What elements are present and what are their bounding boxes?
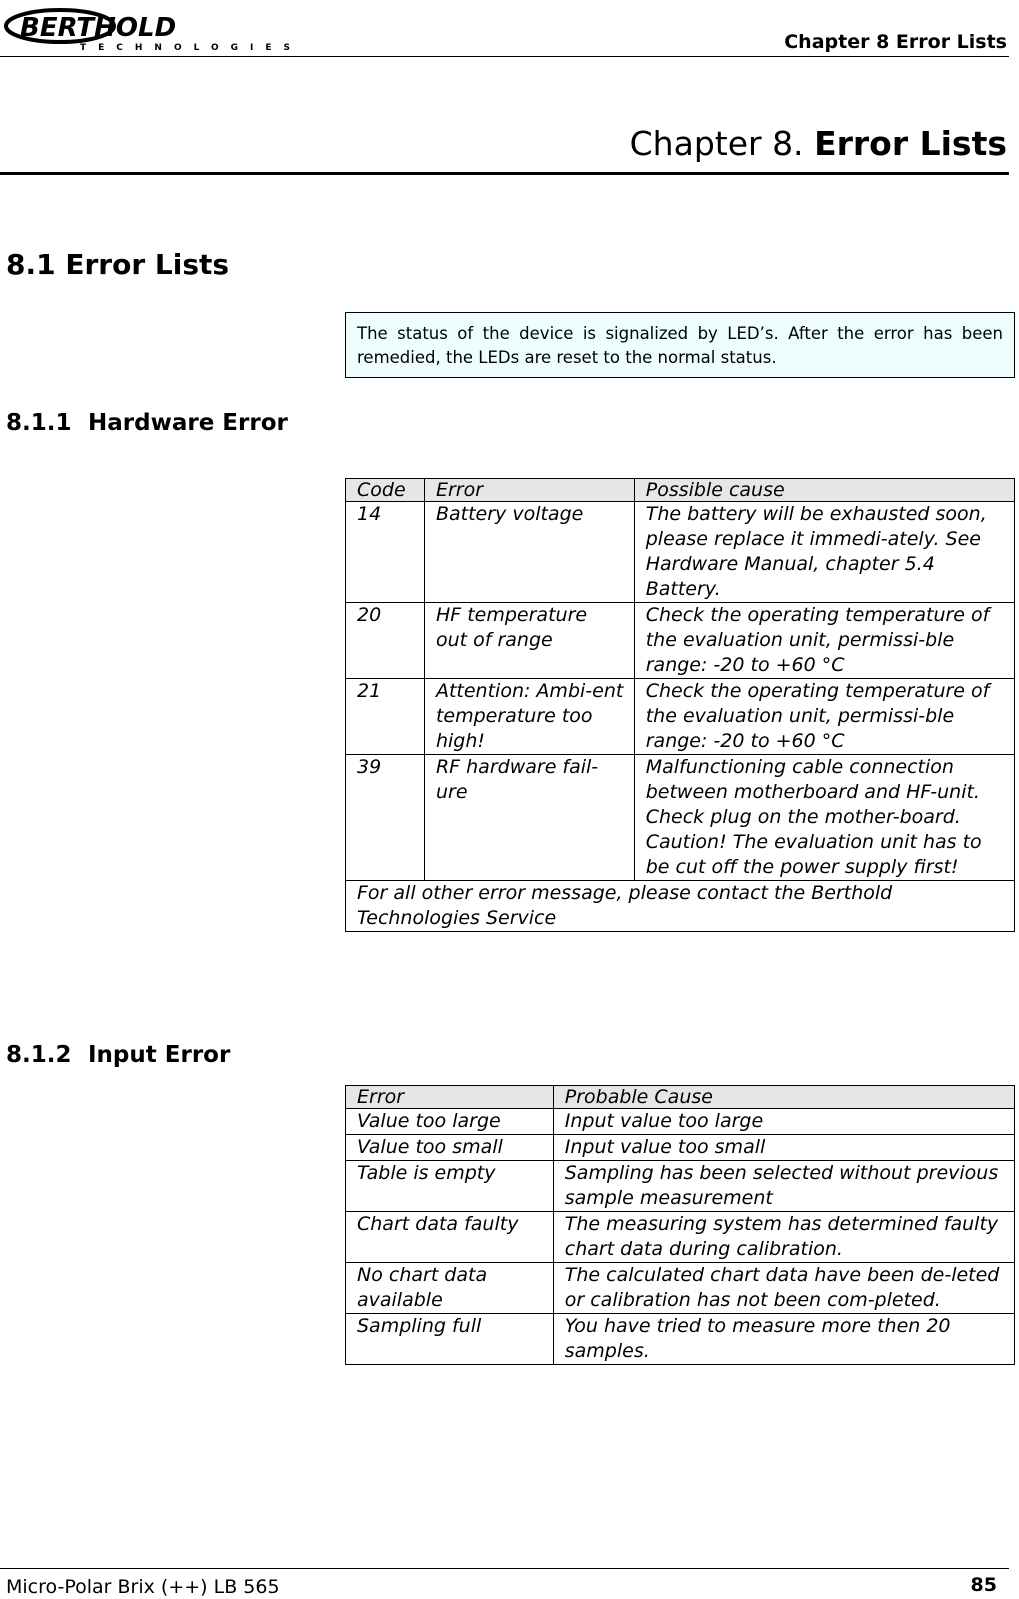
section-heading: 8.1 Error Lists <box>6 248 230 281</box>
table-row <box>346 1109 1015 1135</box>
table-row <box>346 679 1015 755</box>
error-name: HF temperature out of range <box>424 603 634 679</box>
logo-subtext: TECHNOLOGIES <box>80 43 302 52</box>
running-header: Chapter 8 Error Lists <box>784 31 1007 53</box>
input-error-name: Value too small <box>346 1135 554 1161</box>
error-cause: Malfunctioning cable connection between motherboard and HF-unit. Check plug on the mother-board. <box>645 756 980 828</box>
error-cause-cell <box>634 755 1014 881</box>
table-row <box>346 1263 1015 1314</box>
chapter-divider <box>0 172 1009 175</box>
chapter-title-prefix: Chapter 8. <box>629 124 804 163</box>
chapter-title-name: Error Lists <box>814 124 1007 163</box>
error-cause-caution: Caution! The evaluation unit has to be cut off the power supply first! <box>645 831 982 878</box>
input-error-cause: The measuring system has determined faulty chart data during calibration. <box>553 1212 1014 1263</box>
table-row <box>346 1314 1015 1365</box>
error-cause: Check the operating temperature of the evaluation unit, permissi-ble range: -20 to +60 °C <box>634 679 1014 755</box>
chapter-title <box>630 124 1007 164</box>
hardware-error-heading <box>6 410 288 436</box>
input-error-cause: The calculated chart data have been de-leted or calibration has not been com-pleted. <box>553 1263 1014 1314</box>
header-error: Error <box>346 1086 554 1109</box>
error-code: 39 <box>346 755 425 881</box>
hardware-error-table <box>345 478 1015 932</box>
berthold-logo <box>2 8 302 52</box>
input-error-cause: Input value too large <box>553 1109 1014 1135</box>
error-cause: The battery will be exhausted soon, please replace it immedi-ately. See Hardware Manual, chapter 5.4 Battery. <box>634 502 1014 603</box>
input-error-heading <box>6 1042 230 1068</box>
input-error-cause: You have tried to measure more then 20 samples. <box>553 1314 1014 1365</box>
service-footnote: For all other error message, please contact the Berthold Technologies Service <box>346 881 1015 932</box>
error-name: Battery voltage <box>424 502 634 603</box>
input-error-name: No chart data available <box>346 1263 554 1314</box>
error-cause: Check the operating temperature of the evaluation unit, permissi-ble range: -20 to +60 °C <box>634 603 1014 679</box>
input-error-table <box>345 1085 1015 1365</box>
input-error-title: Input Error <box>88 1042 231 1068</box>
logo-wordmark: BERTHOLD <box>20 13 177 43</box>
input-error-cause: Input value too small <box>553 1135 1014 1161</box>
error-name: Attention: Ambi-ent temperature too high! <box>424 679 634 755</box>
product-name: Micro-Polar Brix (++) LB 565 <box>6 1576 280 1598</box>
header-error: Error <box>424 479 634 502</box>
table-row <box>346 502 1015 603</box>
error-code: 20 <box>346 603 425 679</box>
table-row <box>346 1135 1015 1161</box>
page-number: 85 <box>970 1574 997 1596</box>
input-error-name: Sampling full <box>346 1314 554 1365</box>
table-footnote-row <box>346 881 1015 932</box>
table-row <box>346 1212 1015 1263</box>
table-header-row <box>346 479 1015 502</box>
error-name: RF hardware fail-ure <box>424 755 634 881</box>
hardware-error-title: Hardware Error <box>88 410 288 436</box>
footer-divider <box>0 1568 1009 1569</box>
table-row <box>346 603 1015 679</box>
table-header-row <box>346 1086 1015 1109</box>
hardware-error-number: 8.1.1 <box>6 410 72 436</box>
header-divider <box>0 56 1009 57</box>
input-error-name: Table is empty <box>346 1161 554 1212</box>
header-possible-cause: Possible cause <box>634 479 1014 502</box>
header-code: Code <box>346 479 425 502</box>
table-row <box>346 755 1015 881</box>
input-error-name: Chart data faulty <box>346 1212 554 1263</box>
error-code: 14 <box>346 502 425 603</box>
led-status-note: The status of the device is signalized by LED’s. After the error has been remedied, the LEDs are reset to the normal status. <box>345 312 1015 378</box>
error-code: 21 <box>346 679 425 755</box>
input-error-name: Value too large <box>346 1109 554 1135</box>
input-error-cause: Sampling has been selected without previous sample measurement <box>553 1161 1014 1212</box>
input-error-number: 8.1.2 <box>6 1042 72 1068</box>
table-row <box>346 1161 1015 1212</box>
header-probable-cause: Probable Cause <box>553 1086 1014 1109</box>
